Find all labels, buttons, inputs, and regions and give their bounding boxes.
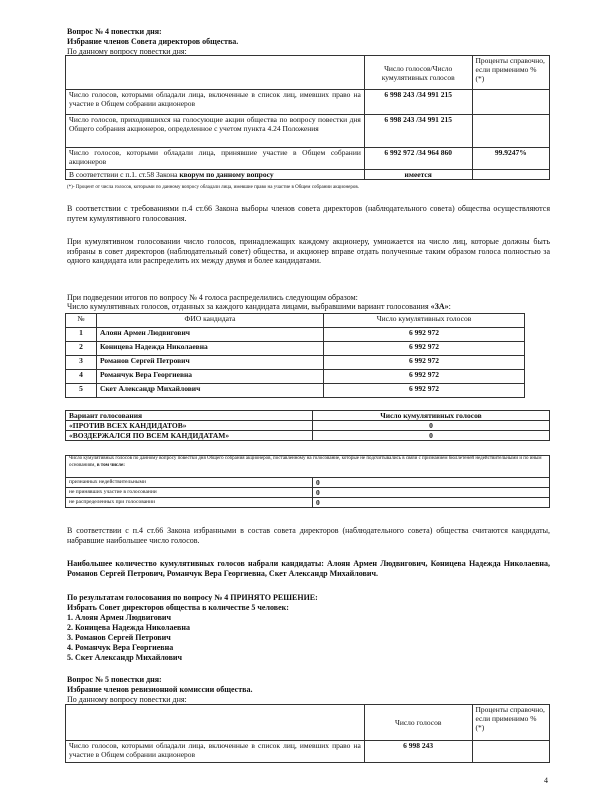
q4-para3: При подведении итогов по вопросу № 4 голоса распределились следующим образом:	[67, 293, 358, 302]
invalid-label: признанных недействительными	[66, 478, 313, 488]
invalid-value: 0	[313, 488, 550, 498]
q4-quorum-label: В соответствии с п.1. ст.58 Закона кворум по данному вопросу	[66, 170, 365, 180]
q4-para6: Наибольшее количество кумулятивных голосов набрали кандидаты: Алоян Армен Людвигович, Коницева Надежда Николаевна, Романов Сергей Петрович, Романчук Вера Георгиевна, Скет Александр Михайлович.	[67, 559, 550, 578]
table-row	[66, 384, 525, 398]
q5-heading: Вопрос № 5 повестки дня:	[67, 675, 162, 684]
cand-votes: 6 992 972	[324, 342, 525, 356]
table-row	[66, 370, 525, 384]
list-item: 3. Романов Сергей Петрович	[67, 633, 171, 642]
invalid-label: не распределенных при голосовании	[66, 498, 313, 508]
q4-row-label: Число голосов, приходившихся на голосующие акции общества по вопросу повестки дня Общего собрания акционеров, определенное с учетом пункта 4.24 Положения	[66, 115, 365, 148]
q4-row-percent	[472, 90, 550, 115]
q4-para5: В соответствии с п.4 ст.66 Закона избранными в состав совета директоров (наблюдательного совета) общества считаются кандидаты, набравшие наибольшее число голосов.	[67, 526, 550, 545]
table-row	[66, 478, 550, 488]
q5-votes-table	[65, 704, 550, 763]
variant-table	[65, 410, 550, 441]
table-row	[66, 431, 550, 441]
table-row	[66, 498, 550, 508]
q4-row-percent: 99.9247%	[472, 148, 550, 170]
q4-footnote: (*)- Процент от числа голосов, которыми по данному вопросу обладали лица, имевшие право на участие в Общем собрании акционеров.	[67, 185, 359, 190]
cand-name: Романчук Вера Георгиевна	[97, 370, 324, 384]
q4-para2: При кумулятивном голосовании число голосов, принадлежащих каждому акционеру, умножается на число лиц, которые должны быть избраны в совет директоров (наблюдательный совет) общества, и акционер вправе отдать полученные таким образом голоса полностью за одного кандидата или распределить их между двумя и более кандидатами.	[67, 237, 550, 265]
cand-votes: 6 992 972	[324, 384, 525, 398]
q5-intro: По данному вопросу повестки дня:	[67, 695, 187, 704]
variant-col-label: Вариант голосования	[66, 411, 313, 421]
q4-row-votes: 6 992 972 /34 964 860	[364, 148, 472, 170]
cand-col-votes: Число кумулятивных голосов	[324, 314, 525, 328]
q4-decision-heading: По результатам голосования по вопросу № 4 ПРИНЯТО РЕШЕНИЕ:	[67, 593, 318, 602]
q4-row-votes: 6 998 243 /34 991 215	[364, 90, 472, 115]
cand-name: Алоян Армен Людвигович	[97, 328, 324, 342]
q4-intro: По данному вопросу повестки дня:	[67, 47, 187, 56]
q5-col-percent: Проценты справочно, если применимо % (*)	[472, 705, 550, 741]
variant-votes: 0	[313, 421, 550, 431]
list-item: 5. Скет Александр Михайлович	[67, 653, 183, 662]
cand-votes: 6 992 972	[324, 370, 525, 384]
q4-quorum-value: имеется	[364, 170, 472, 180]
table-row	[66, 170, 550, 180]
cand-num: 3	[66, 356, 97, 370]
q5-table-empty-header	[66, 705, 365, 741]
variant-votes: 0	[313, 431, 550, 441]
table-row	[66, 115, 550, 148]
cand-num: 5	[66, 384, 97, 398]
table-row	[66, 148, 550, 170]
q4-para1: В соответствии с требованиями п.4 ст.66 Закона выборы членов совета директоров (наблюдательного совета) общества осуществляются путем кумулятивного голосования.	[67, 204, 550, 223]
variant-label: «ВОЗДЕРЖАЛСЯ ПО ВСЕМ КАНДИДАТАМ»	[66, 431, 313, 441]
q4-table-empty-header	[66, 56, 365, 90]
variant-col-votes: Число кумулятивных голосов	[313, 411, 550, 421]
list-item: 2. Коницева Надежда Николаевна	[67, 623, 190, 632]
table-row	[66, 356, 525, 370]
invalid-votes-table	[65, 455, 550, 508]
q4-decision-text: Избрать Совет директоров общества в количестве 5 человек:	[67, 603, 289, 612]
cand-votes: 6 992 972	[324, 328, 525, 342]
invalid-value: 0	[313, 498, 550, 508]
q4-votes-table	[65, 55, 550, 180]
q5-row-votes: 6 998 243	[364, 741, 472, 763]
candidates-table	[65, 313, 525, 398]
q4-topic: Избрание членов Совета директоров общества.	[67, 37, 239, 46]
q4-quorum-empty	[472, 170, 550, 180]
cand-num: 1	[66, 328, 97, 342]
cand-name: Коницева Надежда Николаевна	[97, 342, 324, 356]
list-item: 4. Романчук Вера Георгиевна	[67, 643, 174, 652]
table-row	[66, 90, 550, 115]
cand-num: 2	[66, 342, 97, 356]
q5-col-votes: Число голосов	[364, 705, 472, 741]
cand-col-num: №	[66, 314, 97, 328]
cand-votes: 6 992 972	[324, 356, 525, 370]
list-item: 1. Алоян Армен Людвигович	[67, 613, 172, 622]
q4-heading: Вопрос № 4 повестки дня:	[67, 27, 162, 36]
q4-row-percent	[472, 115, 550, 148]
cand-col-name: ФИО кандидата	[97, 314, 324, 328]
invalid-value: 0	[313, 478, 550, 488]
invalid-header: Число кумулятивных голосов по данному вопросу повестки дня Общего собрания акционеров, поставленному на голосование, которые не подсчитывались в связи с признанием бюллетеней недействительными и по иным основаниям, в том числе:	[66, 456, 550, 478]
q4-para4: Число кумулятивных голосов, отданных за каждого кандидата лицами, выбравшими вариант голосования «ЗА»:	[67, 302, 451, 311]
q4-row-votes: 6 998 243 /34 991 215	[364, 115, 472, 148]
table-row	[66, 328, 525, 342]
q4-row-label: Число голосов, которыми обладали лица, включенные в список лиц, имевших право на участие в Общем собрании акционеров	[66, 90, 365, 115]
q5-topic: Избрание членов ревизионной комиссии общества.	[67, 685, 253, 694]
table-row	[66, 741, 550, 763]
invalid-label: не принявших участие в голосовании	[66, 488, 313, 498]
page-number: 4	[544, 776, 548, 785]
table-row	[66, 421, 550, 431]
q5-row-percent	[472, 741, 550, 763]
q4-col-votes: Число голосов/Число кумулятивных голосов	[364, 56, 472, 90]
table-row	[66, 342, 525, 356]
cand-name: Скет Александр Михайлович	[97, 384, 324, 398]
elected-list	[67, 613, 190, 663]
q4-col-percent: Проценты справочно, если применимо % (*)	[472, 56, 550, 90]
q4-row-label: Число голосов, которыми обладали лица, принявшие участие в Общем собрании акционеров	[66, 148, 365, 170]
cand-num: 4	[66, 370, 97, 384]
table-row	[66, 488, 550, 498]
cand-name: Романов Сергей Петрович	[97, 356, 324, 370]
variant-label: «ПРОТИВ ВСЕХ КАНДИДАТОВ»	[66, 421, 313, 431]
q5-row-label: Число голосов, которыми обладали лица, включенные в список лиц, имевших право на участие в Общем собрании акционеров	[66, 741, 365, 763]
